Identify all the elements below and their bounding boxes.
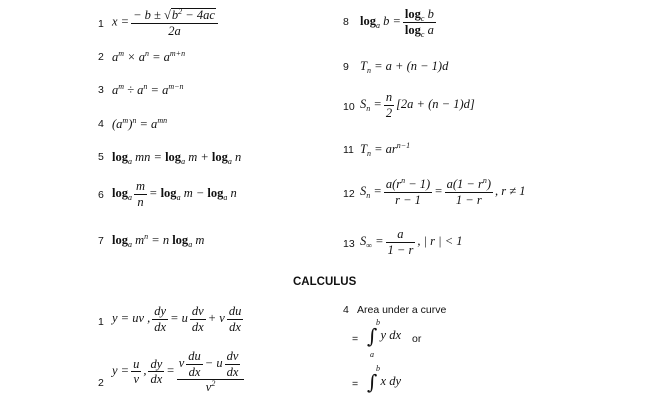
area-label: Area under a curve bbox=[357, 304, 447, 316]
integral-upper-limit: b bbox=[376, 364, 380, 373]
formula-quotient-rule: y = $\frac{u}{v}$ , $\frac{dy}{dx}$ = v $\frac{du}{dx}$ − u $\frac{dv}{dx}$ $v^2$ bbox=[112, 350, 246, 394]
formula-number: 4 bbox=[98, 118, 104, 130]
formula-index-power: $(a^m)^n = a^{mn}$ bbox=[112, 116, 168, 131]
integral-upper-limit: b bbox=[376, 318, 380, 327]
formula-quadratic: x = $\frac{- b \pm √b^2 - 4ac}{2a}$ bbox=[112, 8, 220, 37]
formula-number: 7 bbox=[98, 235, 104, 247]
formula-number: 4 bbox=[343, 304, 349, 316]
formula-number: 1 bbox=[98, 18, 104, 30]
formula-number: 1 bbox=[98, 316, 104, 328]
formula-index-product: $a^m \times a^n = a^{m+n}$ bbox=[112, 49, 186, 64]
formula-number: 12 bbox=[343, 188, 355, 200]
formula-change-of-base: $\log_a b$ = $\frac{\log_c b}{\log_c a}$ bbox=[360, 7, 434, 39]
section-heading: CALCULUS bbox=[293, 276, 357, 288]
formula-product-rule: y = uv , $\frac{dy}{dx}$ = u $\frac{dv}{dx}$ + v $\frac{du}{dx}$ bbox=[112, 304, 242, 334]
integral-y-dx: ∫ y dx bbox=[367, 324, 402, 348]
formula-gp-term: $T_n = ar^{n-1}$ bbox=[360, 141, 411, 158]
formula-number: 8 bbox=[343, 16, 349, 28]
formula-number: 9 bbox=[343, 61, 349, 73]
formula-number: 13 bbox=[343, 238, 355, 250]
formula-gp-sum: $S_n$ = $\frac{a(r^n - 1)}{r - 1}$ = $\frac{a(1 - r^n)}{1 - r}$ , r ≠ 1 bbox=[360, 176, 526, 207]
formula-number: 2 bbox=[98, 51, 104, 63]
integral-lower-limit: a bbox=[370, 350, 374, 359]
formula-number: 3 bbox=[98, 84, 104, 96]
formula-number: 10 bbox=[343, 101, 355, 113]
formula-log-power: $\log_a m^n = n$ $\log_a m$ bbox=[112, 232, 205, 249]
formula-gp-infinite: $S_\infty$ = $\frac{a}{1 - r}$ , | r | < 1 bbox=[360, 227, 463, 257]
equals-sign: = bbox=[352, 378, 359, 390]
formula-index-quotient: $a^m \div a^n = a^{m-n}$ bbox=[112, 82, 184, 97]
or-word: or bbox=[412, 333, 422, 345]
formula-log-quotient: $\log_a$ $\frac{m}{n}$ = $\log_a m - \log_a n$ bbox=[112, 179, 237, 209]
formula-number: 2 bbox=[98, 377, 104, 389]
formula-number: 11 bbox=[343, 144, 354, 156]
formula-number: 5 bbox=[98, 151, 104, 163]
integral-x-dy: ∫ x dy bbox=[367, 370, 402, 394]
equals-sign: = bbox=[352, 333, 359, 345]
formula-number: 6 bbox=[98, 189, 104, 201]
formula-log-product: $\log_a$ mn = $\log_a m + \log_a n$ bbox=[112, 150, 242, 166]
formula-ap-sum: $S_n$ = $\frac{n}{2}$ [2a + (n − 1)d] bbox=[360, 90, 475, 120]
formula-ap-term: $T_n = a + (n - 1)d$ bbox=[360, 59, 449, 75]
